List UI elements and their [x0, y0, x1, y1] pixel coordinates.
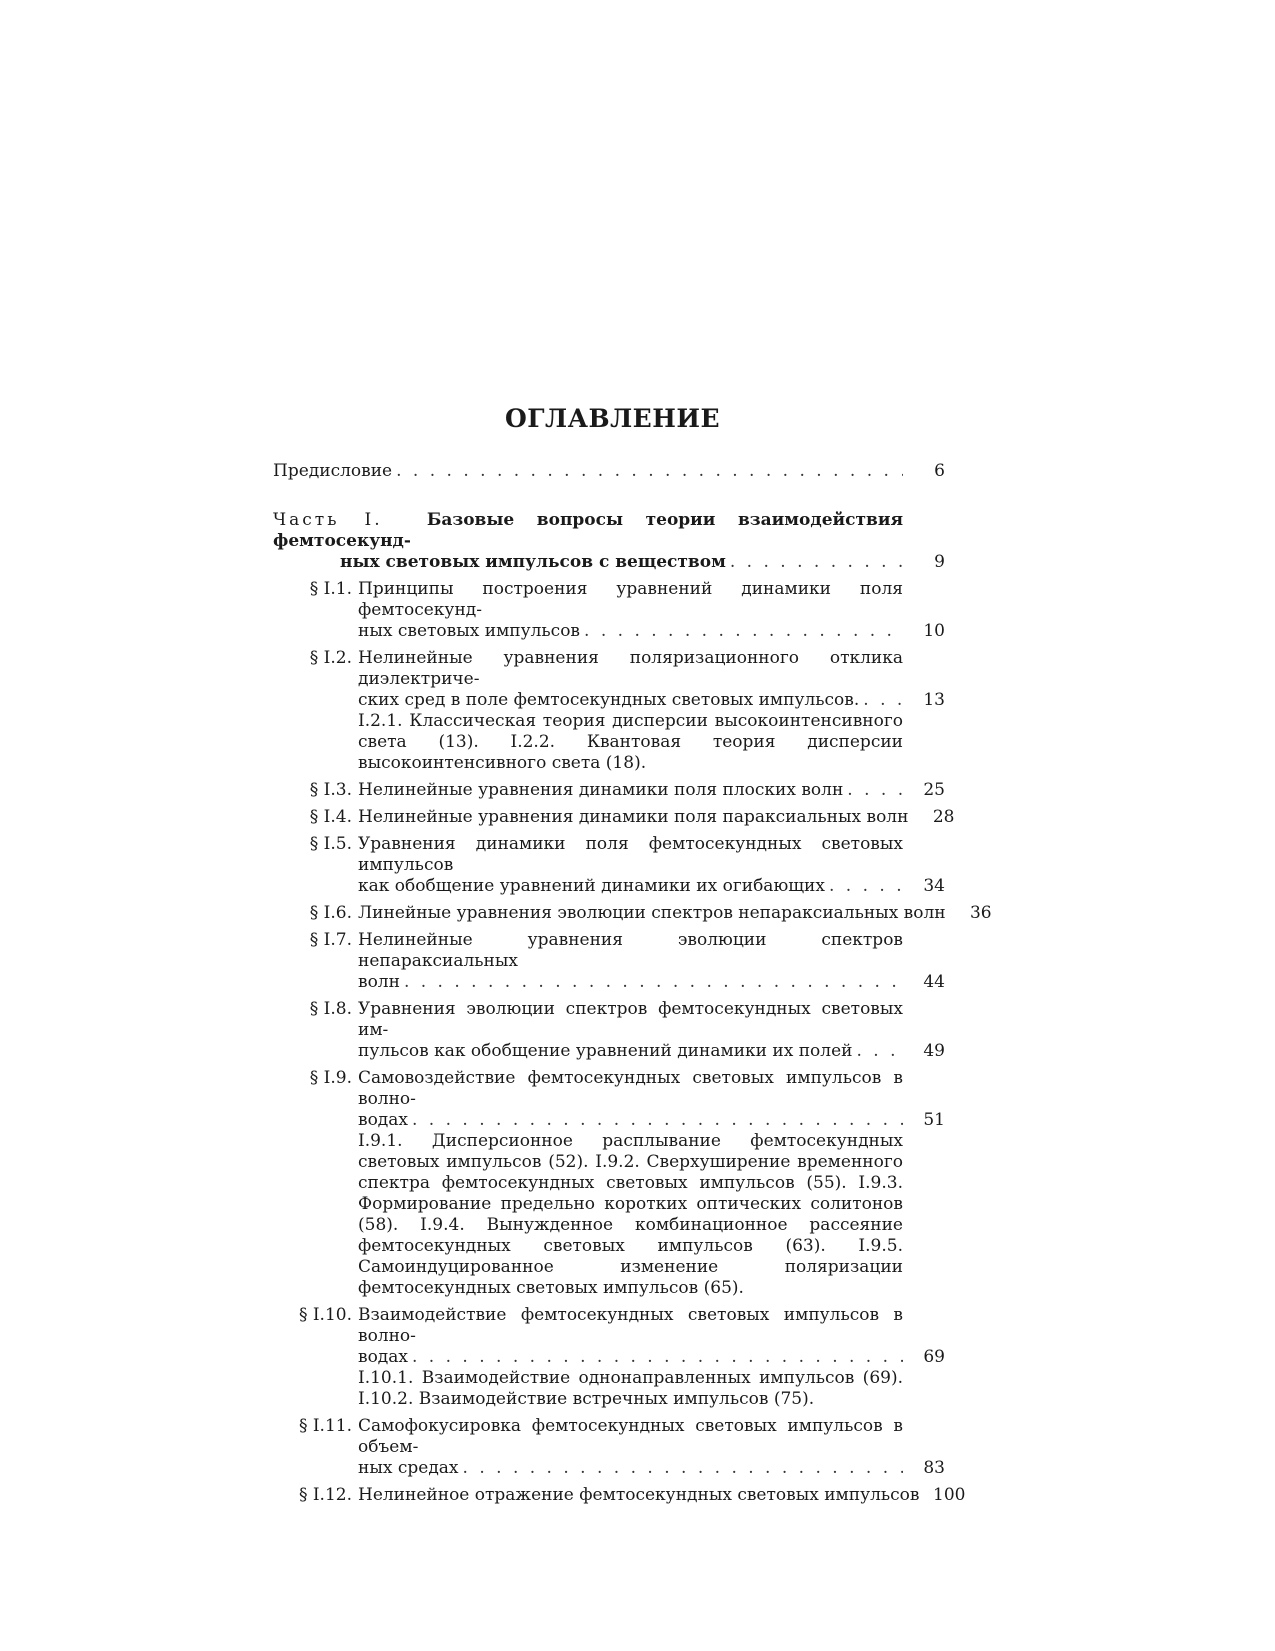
section-title-line: Самовоздействие фемтосекундных световых импульсов в волно-	[358, 1068, 903, 1109]
section-number: § I.1.	[309, 579, 352, 599]
section-number: § I.3.	[309, 780, 352, 800]
toc-entry-section[interactable]	[285, 930, 945, 993]
part-title-line-2: ных световых импульсов с веществом	[340, 552, 726, 572]
toc-page-number: 10	[923, 621, 945, 641]
section-number: § I.10.	[298, 1305, 352, 1325]
section-title-last-line: Линейные уравнения эволюции спектров непараксиальных волн	[358, 903, 946, 923]
section-title-last-line: водах	[358, 1347, 408, 1367]
part-title-line-1: Базовые вопросы теории взаимодействия фемтосекунд-	[273, 510, 903, 551]
toc-page-number: 69	[923, 1347, 945, 1367]
section-title-last-line: Нелинейные уравнения динамики поля параксиальных волн	[358, 807, 909, 827]
section-number: § I.11.	[298, 1416, 352, 1436]
leader-dots	[730, 552, 903, 573]
toc-page-number: 36	[969, 903, 992, 923]
toc-entry-section[interactable]	[285, 780, 945, 801]
toc-page-number: 83	[923, 1458, 945, 1478]
section-title-last-line: ных световых импульсов	[358, 621, 581, 641]
toc-entry-section[interactable]	[285, 1305, 945, 1410]
section-number: § I.6.	[309, 903, 352, 923]
section-title-last-line: ных средах	[358, 1458, 459, 1478]
section-title-line: Взаимодействие фемтосекундных световых импульсов в волно-	[358, 1305, 903, 1346]
section-number: § I.8.	[309, 999, 352, 1019]
section-title-last-line: пульсов как обобщение уравнений динамики их полей	[358, 1041, 853, 1061]
subsection-list: I.10.1. Взаимодействие однонаправленных импульсов (69). I.10.2. Взаимодействие встречных импульсов (75).	[358, 1368, 903, 1409]
section-title-last-line: как обобщение уравнений динамики их огибающих	[358, 876, 825, 896]
toc-entry-section[interactable]	[285, 807, 955, 828]
toc-page-number: 25	[923, 780, 945, 800]
table-of-contents	[273, 461, 992, 1512]
section-title-last-line: Нелинейное отражение фемтосекундных световых импульсов	[358, 1485, 920, 1505]
leader-dots	[412, 1110, 903, 1131]
section-title-last-line: Нелинейные уравнения динамики поля плоских волн	[358, 780, 844, 800]
toc-entry-preface[interactable]	[273, 461, 945, 482]
section-title-last-line: волн	[358, 972, 400, 992]
leader-dots	[412, 1347, 903, 1368]
toc-page-number: 9	[934, 552, 945, 572]
toc-entry-label: Предисловие	[273, 461, 393, 481]
toc-page-number: 13	[923, 690, 945, 710]
section-number: § I.4.	[309, 807, 352, 827]
leader-dots	[829, 876, 903, 897]
toc-page-number: 100	[933, 1485, 966, 1505]
leader-dots	[396, 461, 903, 482]
section-title-last-line: водах	[358, 1110, 408, 1130]
toc-entry-section[interactable]	[285, 1485, 966, 1506]
subsection-list: I.9.1. Дисперсионное расплывание фемтосекундных световых импульсов (52). I.9.2. Сверхуширение временного спектра фемтосекундных световых импульсов (55). I.9.3. Формирование предельно коротких оптических солитонов (58). I.9.4. Вынужденное комбинационное рассеяние фемтосекундных световых импульсов (63). I.9.5. Самоиндуцированное изменение поляризации фемтосекундных световых импульсов (65).	[358, 1131, 903, 1298]
page-title: ОГЛАВЛЕНИЕ	[504, 404, 721, 433]
toc-entry-section[interactable]	[285, 579, 945, 642]
toc-page-number: 51	[923, 1110, 945, 1130]
section-title-last-line: ских сред в поле фемтосекундных световых импульсов.	[358, 690, 860, 710]
toc-entry-section[interactable]	[285, 999, 945, 1062]
toc-page-number: 34	[923, 876, 945, 896]
leader-dots	[847, 780, 903, 801]
section-title-line: Уравнения эволюции спектров фемтосекундных световых им-	[358, 999, 903, 1040]
section-title-line: Уравнения динамики поля фемтосекундных световых импульсов	[358, 834, 903, 875]
leader-dots	[404, 972, 903, 993]
toc-entry-section[interactable]	[285, 834, 945, 897]
section-number: § I.2.	[309, 648, 352, 668]
section-number: § I.5.	[309, 834, 352, 854]
toc-entry-part-1[interactable]	[273, 510, 945, 573]
toc-entry-section[interactable]	[285, 1068, 945, 1299]
leader-dots	[856, 1041, 903, 1062]
toc-page-number: 49	[923, 1041, 945, 1061]
leader-dots	[463, 1458, 903, 1479]
toc-entry-section[interactable]	[285, 648, 945, 774]
toc-page-number: 6	[934, 461, 945, 481]
leader-dots	[863, 690, 903, 711]
toc-entry-section[interactable]	[285, 903, 992, 924]
section-list	[285, 579, 992, 1506]
part-prefix: Часть I.	[273, 510, 383, 530]
toc-entry-section[interactable]	[285, 1416, 945, 1479]
section-number: § I.12.	[298, 1485, 352, 1505]
section-title-line: Нелинейные уравнения эволюции спектров непараксиальных	[358, 930, 903, 971]
section-number: § I.9.	[309, 1068, 352, 1088]
subsection-list: I.2.1. Классическая теория дисперсии высокоинтенсивного света (13). I.2.2. Квантовая теория дисперсии высокоинтенсивного света (18).	[358, 711, 903, 773]
section-title-line: Самофокусировка фемтосекундных световых импульсов в объем-	[358, 1416, 903, 1457]
leader-dots	[584, 621, 903, 642]
section-title-line: Принципы построения уравнений динамики поля фемтосекунд-	[358, 579, 903, 620]
section-number: § I.7.	[309, 930, 352, 950]
section-title-line: Нелинейные уравнения поляризационного отклика диэлектриче-	[358, 648, 903, 689]
toc-page-number: 44	[923, 972, 945, 992]
toc-page-number: 28	[932, 807, 955, 827]
